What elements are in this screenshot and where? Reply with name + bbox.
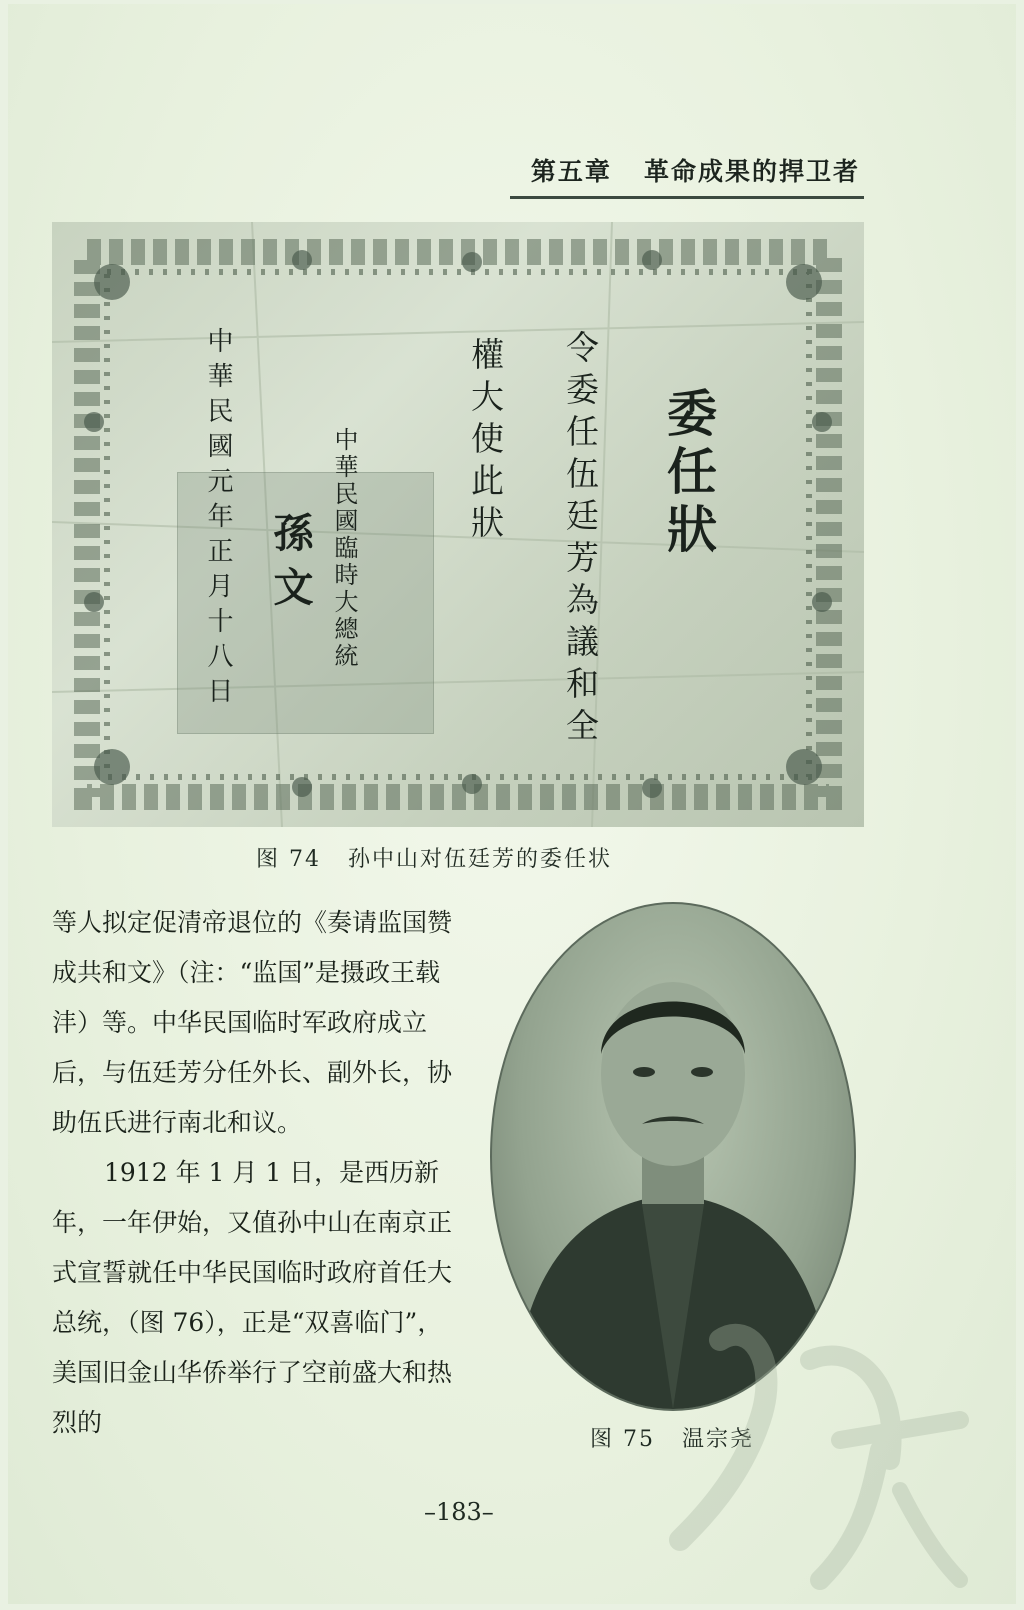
chapter-heading — [531, 152, 860, 188]
chapter-title: 革命成果的捍卫者 — [643, 157, 860, 186]
figure-74-caption — [256, 842, 612, 873]
chapter-number: 第五章 — [530, 157, 612, 186]
certificate-line-2: 權大使此狀 — [466, 337, 505, 547]
watermark-brush-strokes — [660, 1300, 980, 1600]
certificate-title: 委任狀 — [659, 387, 718, 561]
figure-75-caption-text: 温宗尧 — [681, 1427, 754, 1452]
paragraph-2: 1912 年 1 月 1 日，是西历新年，一年伊始，又值孙中山在南京正式宣誓就任中华民国临时政府首任大总统，（图 76），正是“双喜临门”，美国旧金山华侨举行了空前盛大和热烈的 — [52, 1158, 453, 1437]
body-text — [52, 898, 457, 1448]
running-header — [510, 150, 864, 199]
certificate-signature: 孫文 — [267, 512, 314, 620]
page-number: –183– — [424, 1498, 494, 1526]
floral-border — [52, 222, 864, 827]
figure-74-number: 图 74 — [256, 847, 321, 872]
figure-74-caption-text: 孙中山对伍廷芳的委任状 — [347, 847, 612, 872]
paragraph-1: 等人拟定促清帝退位的《奏请监国赞成共和文》（注：“监国”是摄政王载沣）等。中华民国临时军政府成立后，与伍廷芳分任外长、副外长，协助伍氏进行南北和议。 — [52, 908, 453, 1137]
figure-74-certificate — [52, 222, 864, 827]
figure-75-number: 图 75 — [590, 1427, 655, 1452]
certificate-line-1: 令委任伍廷芳為議和全 — [561, 330, 600, 750]
certificate-president: 中華民國臨時大總統 — [330, 427, 358, 670]
certificate-date: 中華民國元年正月十八日 — [203, 327, 233, 712]
